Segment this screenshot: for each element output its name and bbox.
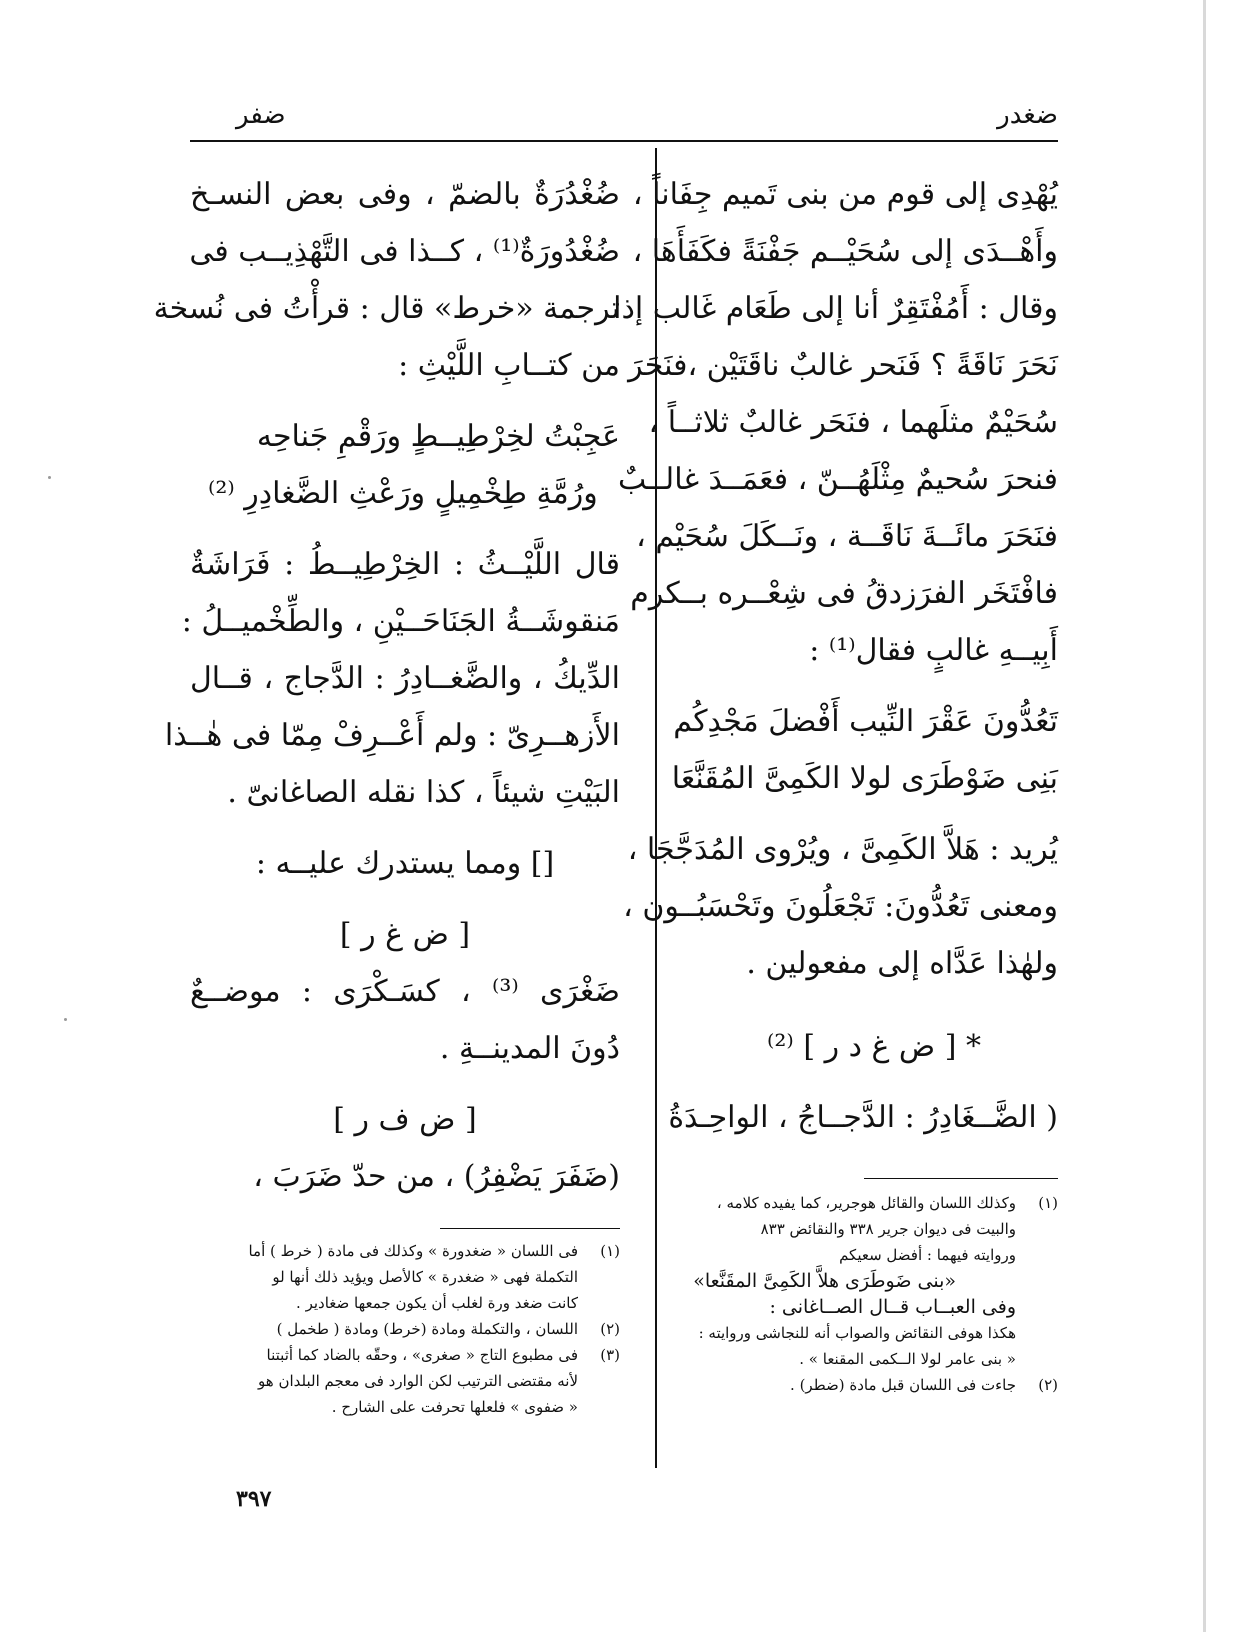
verse-hemistich-1: تَعُدُّونَ عَقْرَ النِّيب أَفْضلَ مَجْدِكُم [673, 704, 1058, 739]
text-line: دُونَ المدينــةِ . [439, 1031, 620, 1066]
text-line: ترجمة «خرط» قال : قرأْتُ فى نُسخة [153, 291, 620, 326]
footnote-number: (١) [600, 1242, 620, 1260]
footnote-line: والبيت فى ديوان جرير ٣٣٨ والنقائض ٨٣٣ [760, 1220, 1016, 1238]
text-line: أَبِيــهِ غالبٍ فقال⁽¹⁾ : [809, 633, 1058, 668]
footnote [690, 1190, 1058, 1372]
footnote [690, 1372, 1058, 1398]
footnote-line: جاءت فى اللسان قبل مادة (ضطر) . [790, 1376, 1016, 1394]
addendum-note: [] ومما يستدرك عليــه : [255, 846, 555, 881]
text-line: ضَغْرَى ⁽³⁾ ، كسَـكْرَى : موضــعٌ [190, 974, 620, 1009]
text-line: ومعنى تَعُدُّونَ: تَجْعَلُونَ وتَحْسَبُــون ، [623, 889, 1058, 924]
entry-heading: [ ض ف ر ] [333, 1102, 477, 1137]
text-line: سُحَيْمٌ مثلَهما ، فنَحَر غالبٌ ثلاثــاً ، [648, 405, 1058, 440]
left-column [153, 166, 620, 1205]
text-line: ضُغْدُورَةٌ⁽¹⁾ ، كــذا فى التَّهْذِيــب فى [189, 234, 620, 269]
text-line: الدِّيكُ ، والضَّغــادِرُ : الدَّجاج ، قــال [190, 661, 620, 696]
entry-heading: * [ ض غ د ر ] ⁽²⁾ [767, 1029, 981, 1064]
text-line: وقال : أَمُفْتَقِرٌ أنا إلى طَعَام غَالب إذا [613, 291, 1058, 326]
text-line: ضُغْدُرَةٌ بالضمّ ، وفى بعض النسـخ [190, 177, 620, 212]
footnote-line: « ضفوى » فلعلها تحرفت على الشارح . [331, 1398, 578, 1416]
footnote [190, 1342, 620, 1420]
entry-heading: [ ض غ ر ] [339, 917, 471, 952]
footnote-rule-right [864, 1178, 1058, 1179]
footnote [190, 1238, 620, 1316]
footnote-line: وروايته فيهما : أفضل سعيكم [839, 1246, 1016, 1264]
page-edge [1203, 0, 1206, 1632]
footnote-line: لأنه مقتضى الترتيب لكن الوارد فى معجم البلدان هو [258, 1372, 578, 1390]
text-line: البَيْتِ شيئاً ، كذا نقله الصاغانىّ . [227, 775, 620, 810]
footnote [190, 1316, 620, 1342]
footnote-number: (٣) [600, 1346, 620, 1364]
verse-hemistich-2: بَنِى ضَوْطَرَى لولا الكَمِىَّ المُقَنَّعَا [671, 761, 1058, 796]
footnotes-left [190, 1238, 620, 1420]
text-line: قال اللَّيْــثُ : الخِرْطِيــطُ : فَرَاشَةٌ [190, 547, 620, 582]
verse-hemistich-2: ورُمَّةِ طِخْمِيلٍ ورَعْثِ الضَّغادِرِ ⁽²⁾ [208, 476, 598, 511]
text-line: ولهٰذا عَدَّاه إلى مفعولين . [746, 946, 1058, 981]
text-line: من كتــابِ اللَّيْثِ : [398, 348, 620, 383]
text-line: يُريد : هَلاَّ الكَمِىَّ ، ويُرْوى المُدَجَّجَا ، [627, 832, 1058, 867]
footnote-line: وكذلك اللسان والقائل هوجرير، كما يفيده كلامه ، [716, 1194, 1016, 1212]
text-line: وأَهْــدَى إلى سُحَيْــم جَفْنَةً فكَفَأَهَا ، [632, 234, 1058, 269]
text-line: فنحرَ سُحيمٌ مِثْلَهُــنّ ، فعَمَــدَ غالــبٌ [618, 462, 1058, 497]
footnote-number: (٢) [600, 1320, 620, 1338]
footnote-line: فى اللسان « ضغدورة » وكذلك فى مادة ( خرط ) أما [248, 1242, 578, 1260]
text-line: نَحَرَ نَاقَةً ؟ فَنَحر غالبٌ ناقَتَيْن ،فنَحَرَ [628, 348, 1058, 383]
text-line: الأَزهــرِىّ : ولم أَعْــرِفْ مِمّا فى هٰــذا [164, 718, 620, 753]
text-line: فافْتَخَر الفرَزدقُ فى شِعْــره بــكرم [630, 576, 1058, 611]
scan-speck [64, 1018, 67, 1021]
footnote-line: وفى العبــاب قــال الصــاغانى : [769, 1296, 1016, 1318]
page-number: ٣٩٧ [236, 1486, 272, 1512]
text-line: يُهْدِى إلى قوم من بنى تَميم جِفَاناً ، [632, 177, 1058, 212]
scan-speck [48, 476, 51, 479]
footnote-line: فى مطبوع التاج « صغرى» ، وحقّه بالضاد كما أثبتنا [266, 1346, 578, 1364]
footnote-line: هكذا هوفى النقائض والصواب أنه للنجاشى وروايته : [698, 1324, 1016, 1342]
footnote-line: كانت ضغد ورة لغلب أن يكون جمعها ضغادير . [296, 1294, 578, 1312]
text-line: مَنقوشَــةُ الجَنَاحَــيْنِ ، والطِّخْميــلُ : [181, 604, 620, 639]
right-column [613, 166, 1058, 1146]
footnote-line: التكملة فهى « ضغدرة » كالأصل ويؤيد ذلك أنها لو [272, 1268, 578, 1286]
header-rule [190, 140, 1058, 142]
text-line: فنَحَرَ مائَــةَ نَاقَــة ، ونَــكَلَ سُحَيْم ، [636, 519, 1058, 554]
footnote-verse: «بنى ضَوطَرَى هلاَّ الكَمِىَّ المقَنَّعا» [693, 1270, 956, 1292]
footnote-line: « بنى عامر لولا الــكمى المقنعا » . [799, 1350, 1016, 1368]
text-line: ( الضَّــغَادِرُ : الدَّجــاجُ ، الواحِـدَةُ [668, 1100, 1058, 1135]
footnote-line: اللسان ، والتكملة ومادة (خرط) ومادة ( طخمل ) [276, 1320, 578, 1338]
text-line: (ضَفَرَ يَضْفِرُ) ، من حدّ ضَرَبَ ، [253, 1159, 620, 1194]
verse-hemistich-1: عَجِبْتُ لخِرْطِيــطٍ ورَقْمِ جَناحِه [256, 419, 620, 454]
running-header-left: ضفر [236, 100, 286, 130]
footnotes-right [690, 1190, 1058, 1398]
footnote-rule-left [440, 1228, 620, 1229]
running-header-right: ضغدر [997, 100, 1058, 130]
footnote-number: (٢) [1038, 1376, 1058, 1394]
footnote-number: (١) [1038, 1194, 1058, 1212]
